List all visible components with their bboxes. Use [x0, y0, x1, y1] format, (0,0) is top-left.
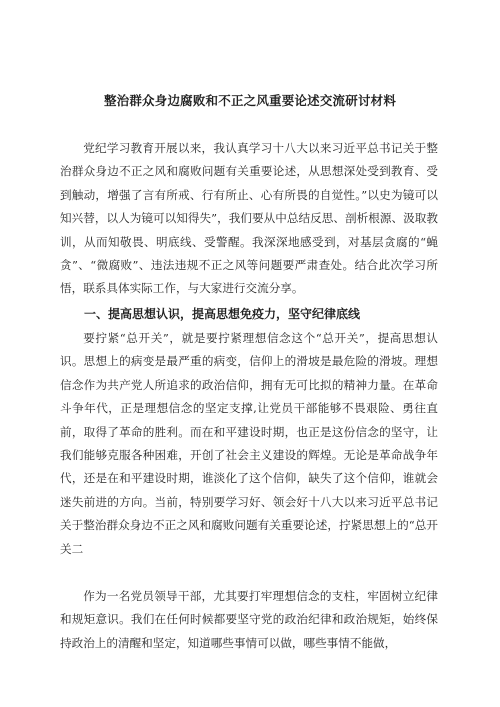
section-1-continuation-paragraph: 作为一名党员领导干部，尤其要打牢理想信念的支柱，牢固树立纪律和规矩意识。我们在任何时候都要坚守党的政治纪律和政治规矩，始终保持政治上的清醒和坚定，知道哪些事情可以做，哪些事情不能做，	[60, 589, 438, 650]
section-1-paragraph: 要拧紧“总开关”，就是要拧紧理想信念这个“总开关”，提高思想认识。思想上的病变是最严重的病变，信仰上的滑坡是最危险的滑坡。理想信念作为共产党人所追求的政治信仰，拥有无可比拟的精神力量。在革命斗争年代，正是理想信念的坚定支撑,让党员干部能够不畏艰险、勇往直前，取得了革命的胜利。而在和平建设时期，也正是这份信念的坚守，让我们能够克服各种困难，开创了社会主义建设的辉煌。无论是革命战争年代，还是在和平建设时期，谁淡化了这个信仰，缺失了这个信仰，谁就会迷失前进的方向。当前，特别要学习好、领会好十八大以来习近平总书记关于整治群众身边不正之风和腐败问题有关重要论述，拧紧思想上的“总开关二	[60, 331, 438, 556]
document-title: 整治群众身边腐败和不正之风重要论述交流研讨材料	[103, 93, 397, 108]
intro-paragraph: 党纪学习教育开展以来，我认真学习十八大以来习近平总书记关于整治群众身边不正之风和腐败问题有关重要论述，从思想深处受到教育、受到触动，增强了言有所戒、行有所止、心有所畏的自觉性。”以史为镜可以知兴替，以人为镜可以知得失”，我们要从中总结反思、剖析根源、汲取教训，从而知敬畏、明底线、受警醒。我深深地感受到，对基层贪腐的“蝇贪”、“微腐败”、违法违规不正之风等问题要严肃查处。结合此次学习所悟，联系具体实际工作，与大家进行交流分享。	[60, 141, 438, 296]
section-heading-1: 一、提高思想认识，提高思想免疫力，坚守纪律底线	[84, 307, 361, 321]
